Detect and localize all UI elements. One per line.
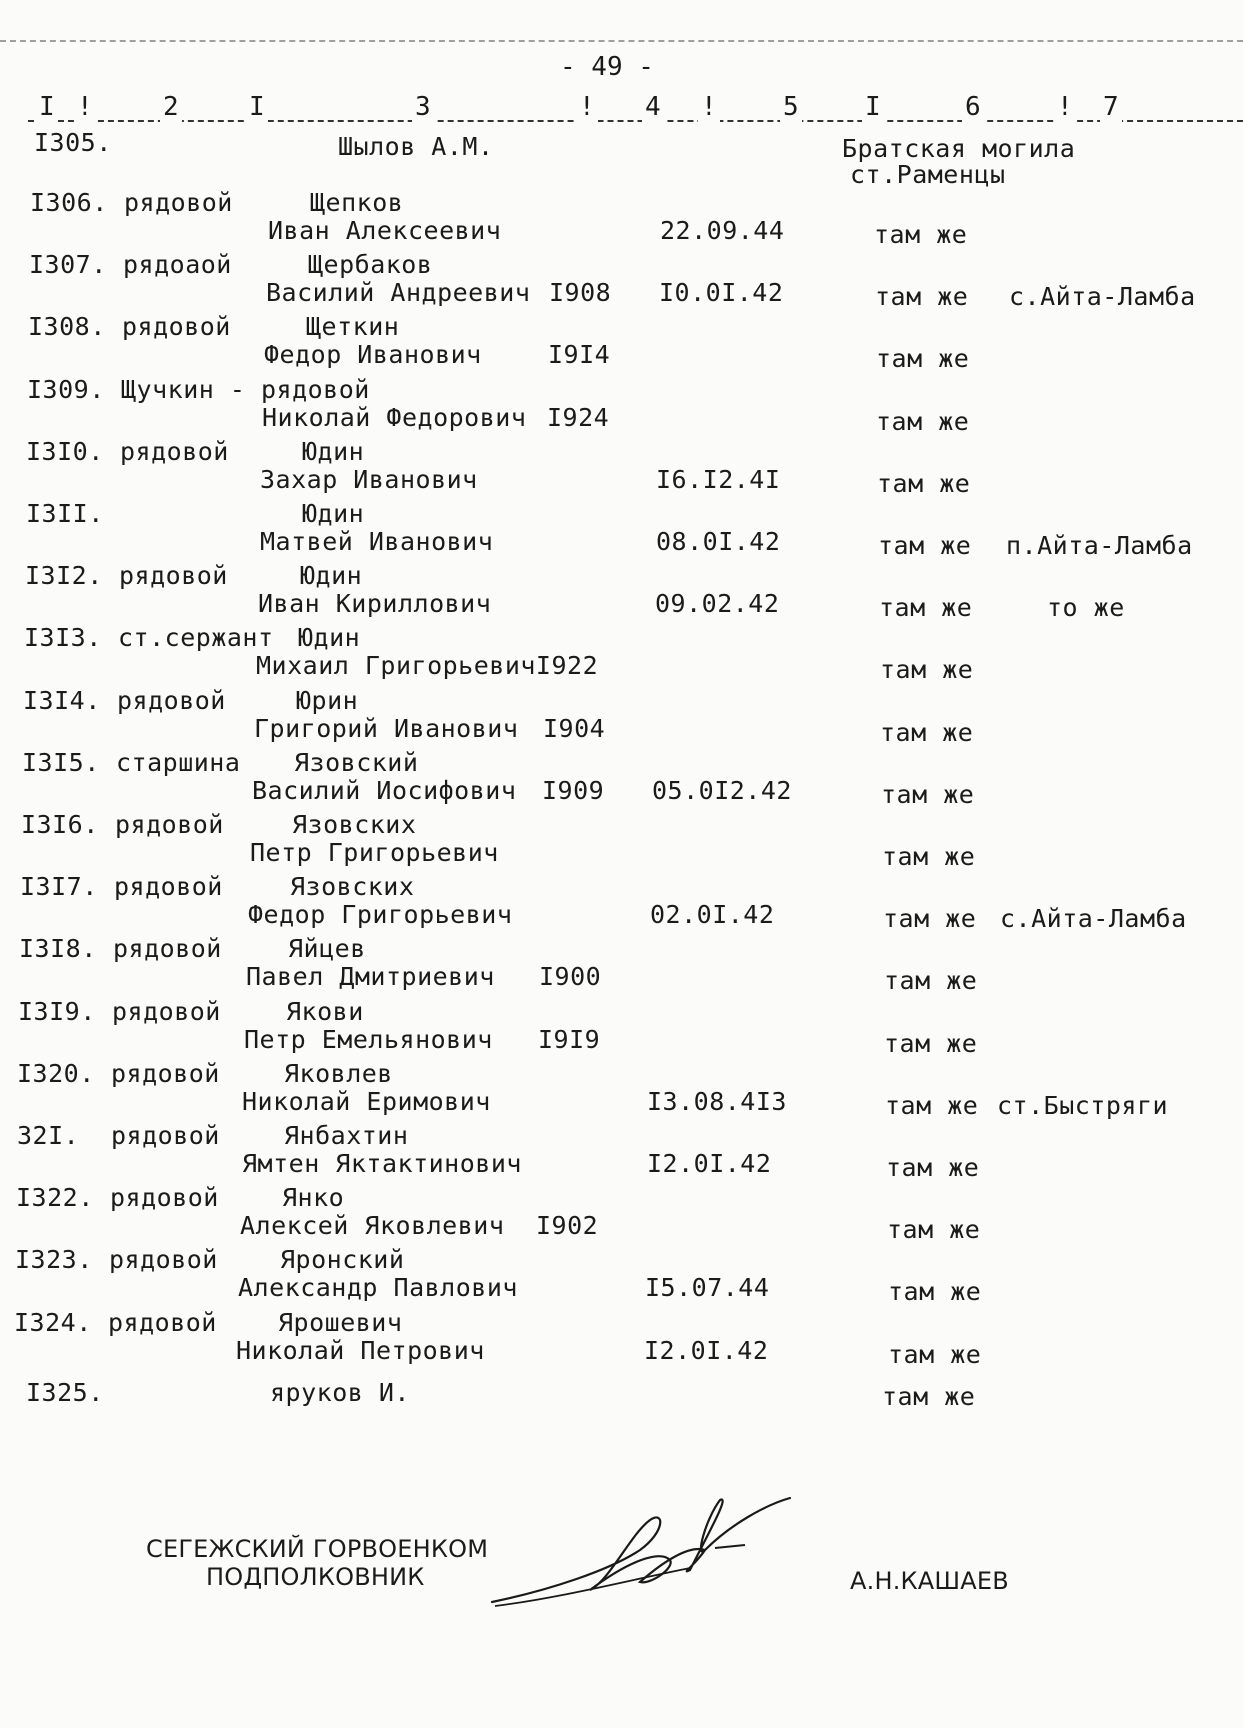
record-surname: Якови xyxy=(286,997,364,1026)
record-number: I3I7. xyxy=(20,872,98,901)
record-burial: там же xyxy=(879,593,973,622)
record-burial: там же xyxy=(887,1215,981,1244)
record-rank: ст.сержант xyxy=(118,623,274,652)
page-number: - 49 - xyxy=(560,52,654,82)
record-surname: Щепков xyxy=(310,188,404,217)
header-col-5: 5 xyxy=(780,92,802,122)
record-number: I3I5. xyxy=(22,748,100,777)
header-col-7: 7 xyxy=(1100,92,1122,122)
record-burial: там же xyxy=(884,966,978,995)
record-surname: Щербаков xyxy=(308,250,433,279)
record-death-date: I5.07.44 xyxy=(645,1273,770,1302)
record-number: I308. xyxy=(28,312,106,341)
header-sep: I xyxy=(862,92,884,122)
record-number: I322. xyxy=(16,1183,94,1212)
record-number: I307. xyxy=(29,250,107,279)
record-death-date: I3.08.4I3 xyxy=(647,1087,787,1116)
record-surname: Юрин xyxy=(296,686,359,715)
record-birth-year: I9I9 xyxy=(538,1025,601,1054)
record-given-name: Захар Иванович xyxy=(260,465,478,494)
record-surname: Юдин xyxy=(298,623,361,652)
record-rank: старшина xyxy=(116,748,241,777)
record-death-date: I6.I2.4I xyxy=(656,465,781,494)
record-given-name: Федор Иванович xyxy=(264,340,482,369)
record-given-name: Иван Алексеевич xyxy=(268,216,502,245)
record-rank: рядовой xyxy=(111,1121,220,1150)
record-birth-year: I924 xyxy=(547,403,610,432)
record-surname: Язовских xyxy=(292,810,417,839)
record-rank: рядовой xyxy=(109,1245,218,1274)
record-death-date: 09.02.42 xyxy=(655,589,780,618)
record-number: I3II. xyxy=(26,499,104,528)
header-sep: ! xyxy=(74,92,96,122)
record-burial: там же xyxy=(880,718,974,747)
record-given-name: Алексей Яковлевич xyxy=(240,1211,505,1240)
record-number: I3I4. xyxy=(23,686,101,715)
record-burial: Братская могила xyxy=(842,134,1076,163)
record-given-name: Григорий Иванович xyxy=(254,714,519,743)
record-rank: рядовой xyxy=(120,437,229,466)
header-col-3: 3 xyxy=(412,92,434,122)
record-given-name: Ямтен Яктактинович xyxy=(242,1149,522,1178)
record-number: I309. xyxy=(27,375,105,404)
record-surname: Щеткин xyxy=(306,312,400,341)
record-burial: там же xyxy=(876,407,970,436)
record-surname: Янко xyxy=(282,1183,345,1212)
record-surname: Юдин xyxy=(300,561,363,590)
record-birth-year: I909 xyxy=(542,776,605,805)
record-number: I3I8. xyxy=(19,934,97,963)
top-dash-rule xyxy=(0,40,1243,42)
record-given-name: Василий Иосифович xyxy=(252,776,517,805)
header-sep: I xyxy=(246,92,268,122)
record-burial: там же xyxy=(880,655,974,684)
record-burial: там же xyxy=(878,531,972,560)
record-rank: рядовой xyxy=(111,1059,220,1088)
record-surname: Яйцев xyxy=(288,934,366,963)
header-col-2: 2 xyxy=(160,92,182,122)
record-death-date: I2.0I.42 xyxy=(647,1149,772,1178)
record-burial: там же xyxy=(875,282,969,311)
record-number: I3I0. xyxy=(26,437,104,466)
record-burial: там же xyxy=(874,220,968,249)
column-header-row xyxy=(28,92,1243,124)
record-rank: рядовой xyxy=(114,872,223,901)
handwritten-signature xyxy=(490,1490,810,1610)
record-death-date: 08.0I.42 xyxy=(656,527,781,556)
record-name: Шылов А.М. xyxy=(338,132,494,161)
header-col-4: 4 xyxy=(642,92,664,122)
record-death-date: I0.0I.42 xyxy=(659,278,784,307)
record-rank: рядовой xyxy=(115,810,224,839)
record-given-name: Павел Дмитриевич xyxy=(246,962,495,991)
record-given-name: Василий Андреевич xyxy=(266,278,531,307)
header-col-6: 6 xyxy=(962,92,984,122)
record-given-name: Михаил ГригорьевичI922 xyxy=(256,651,599,680)
record-burial: там же xyxy=(884,1029,978,1058)
record-given-name: Петр Емельянович xyxy=(244,1025,493,1054)
record-death-date: 02.0I.42 xyxy=(650,900,775,929)
record-burial: там же xyxy=(888,1340,982,1369)
record-rank: рядовой xyxy=(117,686,226,715)
record-rank: рядовой xyxy=(122,312,231,341)
record-burial: там же xyxy=(886,1153,980,1182)
record-given-name: Николай Петрович xyxy=(236,1336,485,1365)
record-name: яруков И. xyxy=(270,1378,410,1407)
record-rank: рядовой xyxy=(110,1183,219,1212)
record-burial: там же xyxy=(876,344,970,373)
record-note: с.Айта-Ламба xyxy=(1000,904,1187,933)
record-number: I3I9. xyxy=(18,997,96,1026)
record-birth-year: I900 xyxy=(539,962,602,991)
record-surname: Яковлев xyxy=(284,1059,393,1088)
record-death-date: 22.09.44 xyxy=(660,216,785,245)
record-surname: Язовских xyxy=(290,872,415,901)
record-note: ст.Быстряги xyxy=(997,1091,1169,1120)
record-surname: Юдин xyxy=(302,437,365,466)
record-surname: Язовский xyxy=(294,748,419,777)
record-birth-year: I902 xyxy=(536,1211,599,1240)
record-given-name: Александр Павлович xyxy=(238,1273,518,1302)
footer-office: СЕГЕЖСКИЙ ГОРВОЕНКОМ xyxy=(146,1535,489,1563)
record-rank: рядовой xyxy=(113,934,222,963)
record-surname: Янбахтин xyxy=(284,1121,409,1150)
record-number: I306. xyxy=(30,188,108,217)
record-number: I324. xyxy=(14,1308,92,1337)
record-number: I3I2. xyxy=(25,561,103,590)
record-burial: там же xyxy=(881,780,975,809)
record-burial: там же xyxy=(885,1091,979,1120)
record-rank: рядовой xyxy=(108,1308,217,1337)
record-number: I3I6. xyxy=(21,810,99,839)
record-given-name: Николай Еримович xyxy=(242,1087,491,1116)
header-sep: ! xyxy=(1054,92,1076,122)
record-birth-year: I9I4 xyxy=(548,340,611,369)
record-burial: там же xyxy=(882,842,976,871)
record-number: I323. xyxy=(15,1245,93,1274)
record-number: I305. xyxy=(34,128,112,157)
record-burial: там же xyxy=(883,904,977,933)
record-surname: Ярошевич xyxy=(278,1308,403,1337)
record-given-name: Федор Григорьевич xyxy=(248,900,513,929)
record-death-date: 05.0I2.42 xyxy=(652,776,792,805)
record-surname: Юдин xyxy=(302,499,365,528)
record-note: с.Айта-Ламба xyxy=(1009,282,1196,311)
record-rank: рядовой xyxy=(124,188,233,217)
record-rank: рядовой xyxy=(112,997,221,1026)
record-rank: рядовой xyxy=(119,561,228,590)
header-sep: ! xyxy=(698,92,720,122)
record-given-name: Иван Кириллович xyxy=(258,589,492,618)
record-number: 32I. xyxy=(17,1121,80,1150)
footer-rank: ПОДПОЛКОВНИК xyxy=(206,1563,425,1591)
footer-signer-name: А.Н.КАШАЕВ xyxy=(850,1567,1009,1595)
record-surname: Яронский xyxy=(280,1245,405,1274)
header-col-1: I xyxy=(36,92,58,122)
record-given-name: Матвей Иванович xyxy=(260,527,494,556)
record-note: то же xyxy=(1047,593,1125,622)
record-number: I3I3. xyxy=(24,623,102,652)
record-given-name: Николай Федорович xyxy=(262,403,527,432)
record-number: I325. xyxy=(26,1378,104,1407)
record-note: п.Айта-Ламба xyxy=(1006,531,1193,560)
record-burial: там же xyxy=(882,1382,976,1411)
record-birth-year: I908 xyxy=(549,278,612,307)
record-number: I320. xyxy=(17,1059,95,1088)
record-given-name: Петр Григорьевич xyxy=(250,838,499,867)
record-rank: Щучкин - рядовой xyxy=(121,375,370,404)
record-burial-place: ст.Раменцы xyxy=(850,160,1006,189)
record-birth-year: I904 xyxy=(543,714,606,743)
record-rank: рядоаой xyxy=(123,250,232,279)
header-sep: ! xyxy=(576,92,598,122)
record-burial: там же xyxy=(877,469,971,498)
record-death-date: I2.0I.42 xyxy=(644,1336,769,1365)
record-burial: там же xyxy=(888,1277,982,1306)
